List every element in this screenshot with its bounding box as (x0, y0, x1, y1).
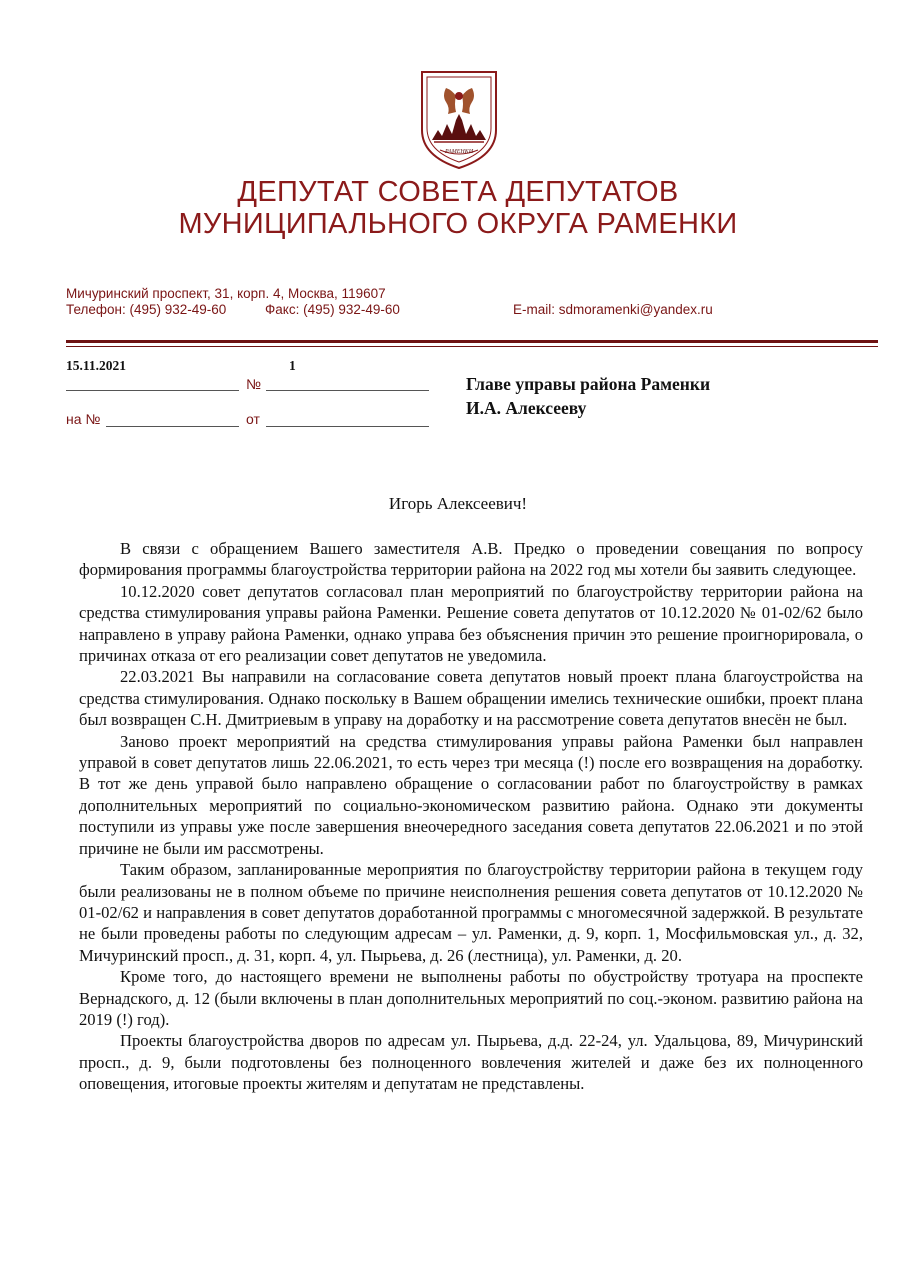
paragraph: Таким образом, запланированные мероприятия по благоустройству территории района в текущем году были реализованы не в полном объеме по причине неисполнения решения совета депутатов от 10.12.2020 № 01-02/62 и направления в совет депутатов доработанной программы с многомесячной задержкой. В результате не были проведены работы по следующим адресам – ул. Раменки, д. 9, корп. 1, Мосфильмовская ул., д. 32, Мичуринский просп., д. 31, корп. 4, ул. Пырьева, д. 26 (лестница), ул. Раменки, д. 20. (79, 860, 863, 965)
emblem-caption: РАМЕНКИ (444, 149, 474, 155)
fax: Факс: (495) 932-49-60 (265, 302, 400, 317)
paragraph: 22.03.2021 Вы направили на согласование совета депутатов новый проект плана благоустройства на средства стимулирования. Однако поскольку в Вашем обращении имелись технические ошибки, проект плана был возвращен С.Н. Дмитриевым в управу на доработку и на рассмотрение совета депутатов внесён не был. (79, 667, 863, 730)
greeting: Игорь Алексеевич! (388, 494, 528, 513)
header-title-line1: ДЕПУТАТ СОВЕТА ДЕПУТАТОВ (237, 176, 679, 208)
ref-number-field-line (106, 426, 239, 427)
ramenki-emblem-icon (412, 68, 506, 172)
paragraph: 10.12.2020 совет депутатов согласовал план мероприятий по благоустройству территории района на средства стимулирования управы района Раменки. Решение совета депутатов от 10.12.2020 № 01-02/62 было направлено в управу района Раменки, однако управа без объяснения причин это решение проигнорировала, о причинах отказа от его реализации совет депутатов не уведомила. (79, 581, 863, 666)
header-divider-thin (66, 346, 878, 347)
date-field-line (66, 390, 239, 391)
number-label: № (246, 376, 262, 392)
paragraph: В связи с обращением Вашего заместителя А.В. Предко о проведении совещания по вопросу формирования программы благоустройства территории района на 2022 год мы хотели бы заявить следующее. (79, 539, 863, 580)
number-field-line (266, 390, 429, 391)
paragraph: Заново проект мероприятий на средства стимулирования управы района Раменки был направлен управой в совет депутатов лишь 22.06.2021, то есть через три месяца (!) после его возвращения на доработку. В тот же день управой было направлено обращение о согласовании работ по благоустройству в рамках дополнительных мероприятий по социально-экономическом развитию района. Однако эти документы поступили из управы уже после завершения внеочередного заседания совета депутатов 22.06.2021 и по этой причине не были им рассмотрены. (79, 731, 863, 858)
letter-number: 1 (289, 358, 296, 373)
header-divider (66, 340, 878, 343)
paragraph: Проекты благоустройства дворов по адресам ул. Пырьева, д.д. 22-24, ул. Удальцова, 89, Мичуринский просп., д. 9, были подготовлены без полноценного вовлечения жителей и даже без их полноценного оповещения, итоговые проекты жителям и депутатам не представлены. (79, 1031, 863, 1094)
ref-date-label: от (246, 411, 260, 427)
ref-date-field-line (266, 426, 429, 427)
recipient-line2: И.А. Алексееву (466, 398, 587, 418)
recipient-line1: Главе управы района Раменки (466, 374, 711, 394)
header-title-line2: МУНИЦИПАЛЬНОГО ОКРУГА РАМЕНКИ (178, 208, 738, 240)
ref-number-label: на № (66, 411, 101, 427)
paragraph: Кроме того, до настоящего времени не выполнены работы по обустройству тротуара на проспекте Вернадского, д. 12 (были включены в план дополнительных мероприятий по соц.-эконом. развитию района на 2019 (!) год). (79, 967, 863, 1029)
address: Мичуринский проспект, 31, корп. 4, Москва, 119607 (66, 286, 386, 301)
email: E-mail: sdmoramenki@yandex.ru (513, 302, 713, 317)
letter-body (79, 538, 863, 1095)
letter-date: 15.11.2021 (66, 358, 127, 373)
phone: Телефон: (495) 932-49-60 (66, 302, 227, 317)
